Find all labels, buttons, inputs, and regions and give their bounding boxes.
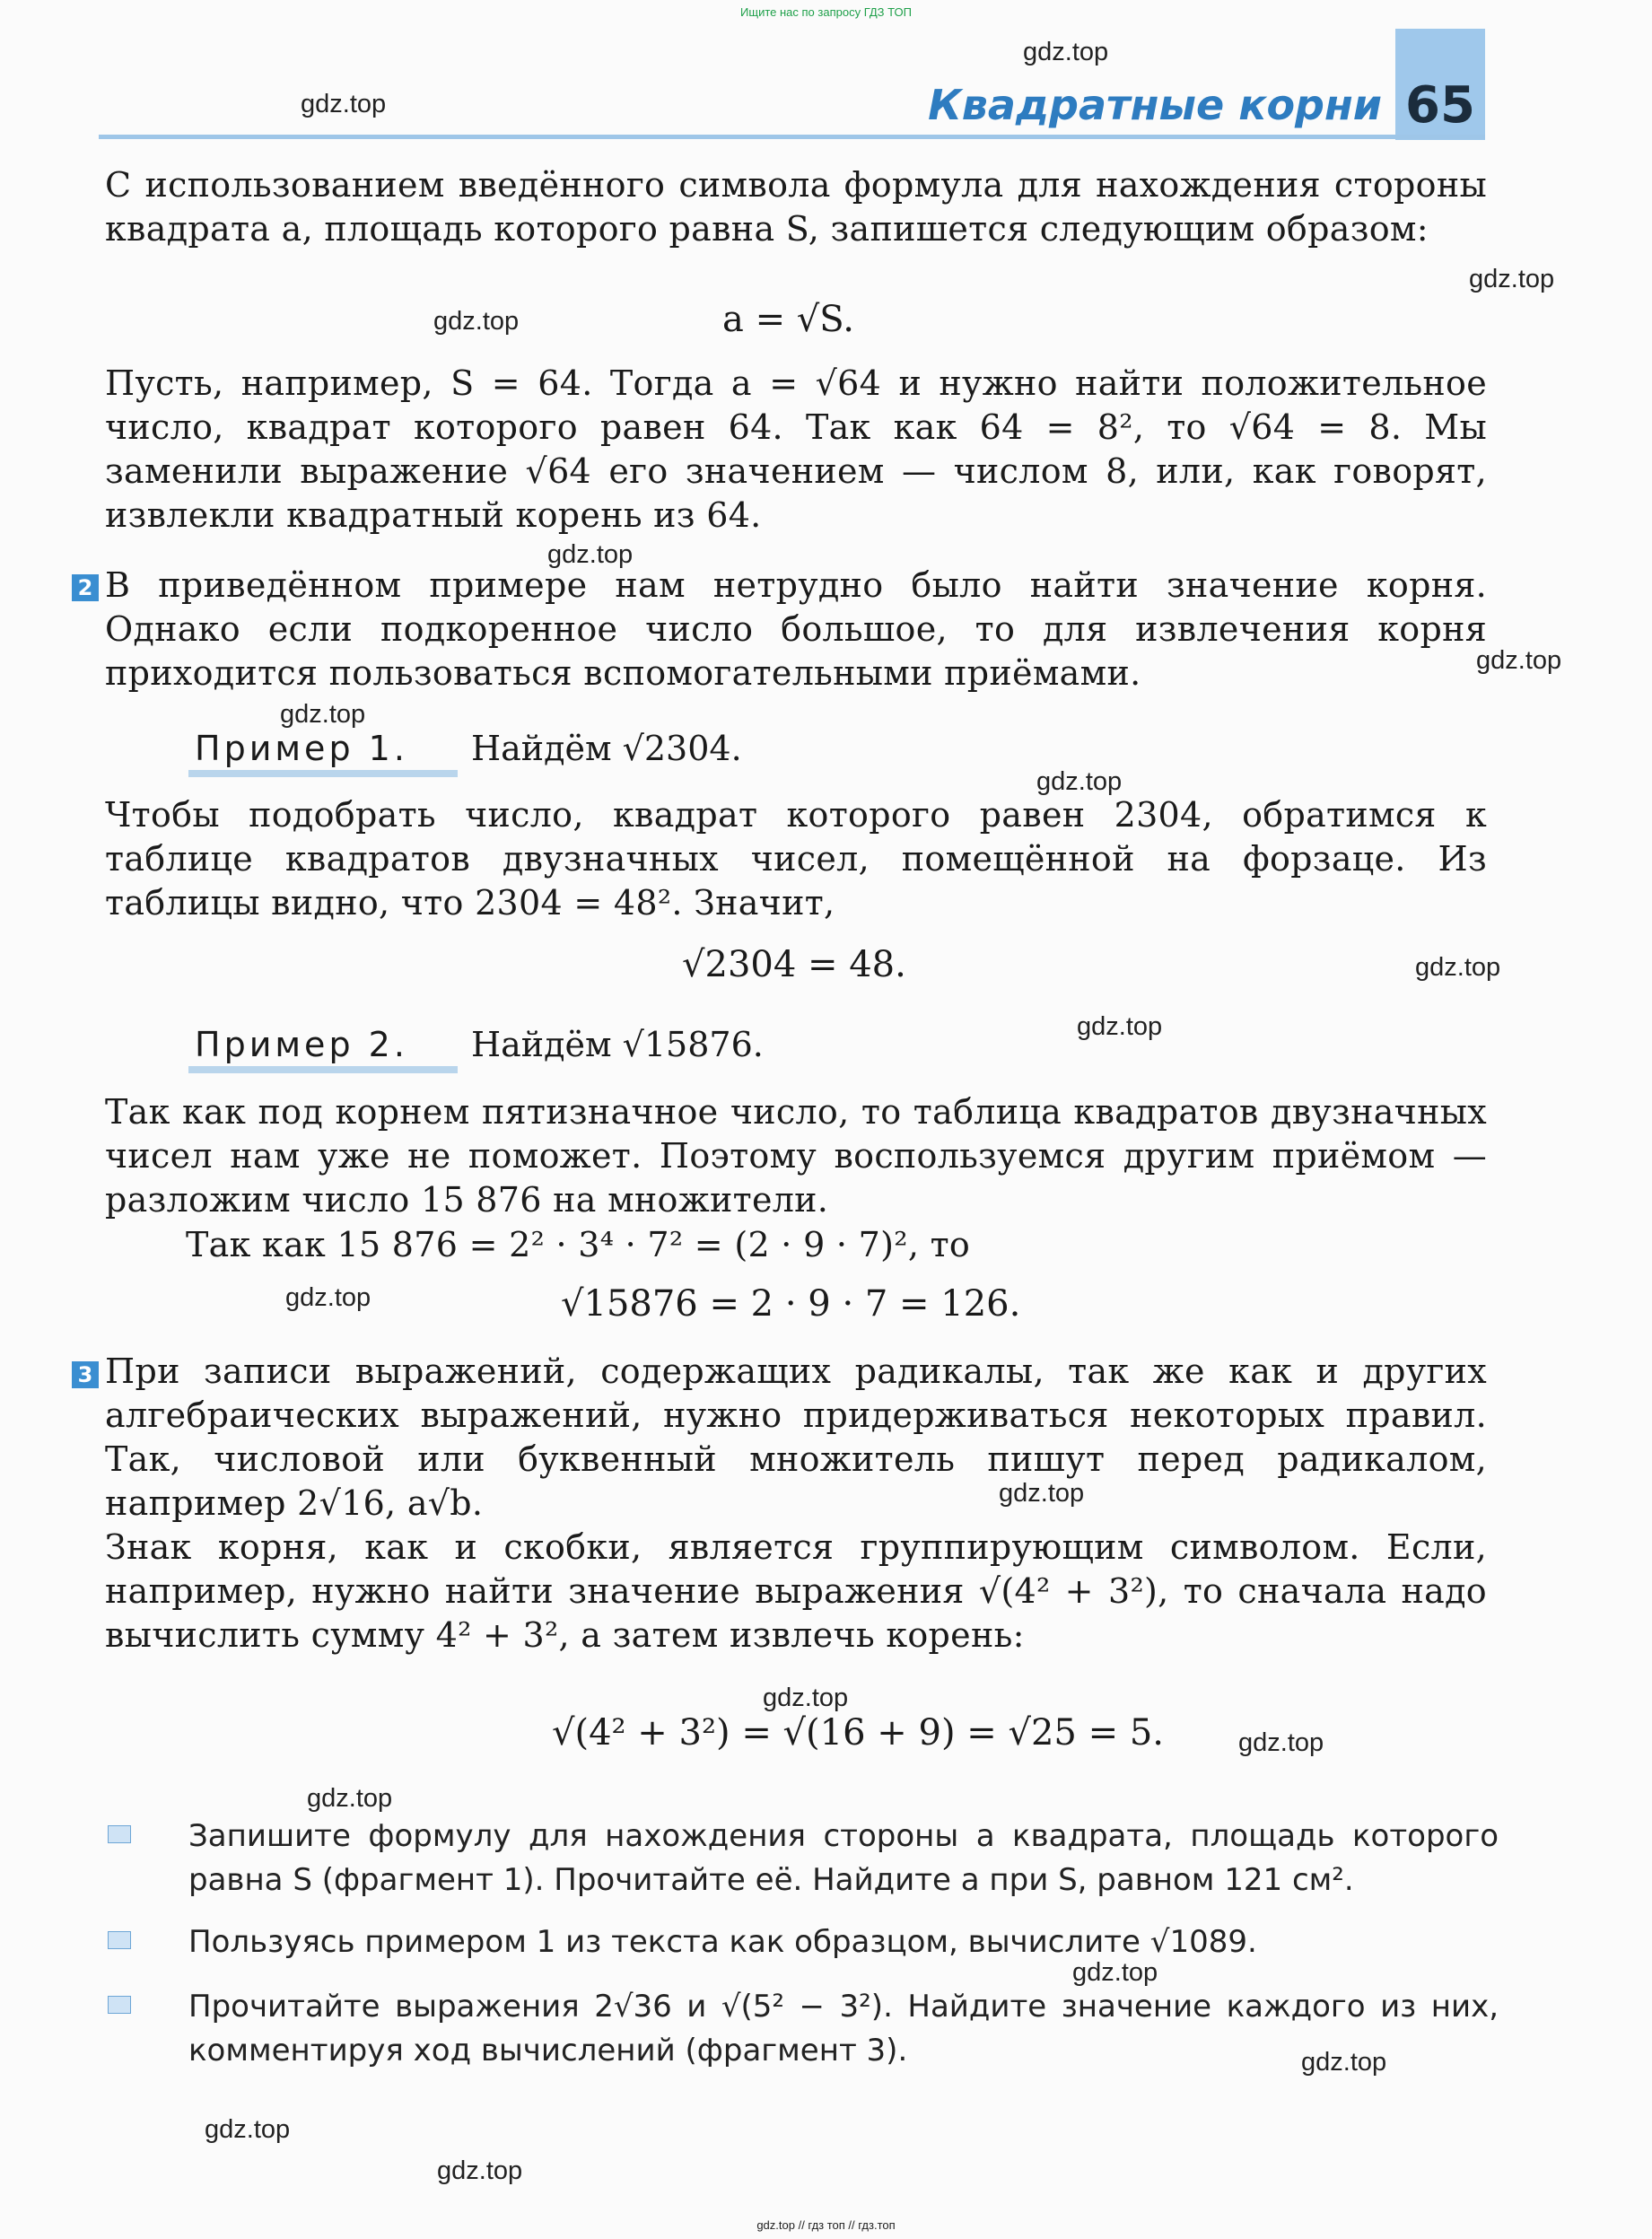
watermark: gdz.top xyxy=(1476,646,1562,675)
watermark: gdz.top xyxy=(547,540,634,569)
watermark: gdz.top xyxy=(1023,38,1109,66)
watermark: gdz.top xyxy=(1036,767,1123,796)
watermark: gdz.top xyxy=(280,700,366,729)
formula-side: a = √S. xyxy=(722,299,854,340)
page-number: 65 xyxy=(1405,76,1475,135)
question-checkbox-icon xyxy=(108,1996,131,2014)
fragment-marker-2: 2 xyxy=(72,574,99,601)
watermark: gdz.top xyxy=(307,1784,393,1813)
chapter-title: Квадратные корни xyxy=(928,81,1382,129)
question-checkbox-icon xyxy=(108,1931,131,1949)
top-source-note: Ищите нас по запросу ГДЗ ТОП xyxy=(740,5,912,19)
question-checkbox-icon xyxy=(108,1825,131,1843)
watermark: gdz.top xyxy=(1415,953,1501,982)
watermark: gdz.top xyxy=(205,2115,291,2144)
watermark: gdz.top xyxy=(1238,1728,1324,1757)
paragraph-3: В приведённом примере нам нетрудно было найти значение корня. Однако если подкоренное число большое, то для извлечения корня приходится пользоваться вспомогательными приёмами. xyxy=(105,565,1487,693)
formula-sum-root: √(4² + 3²) = √(16 + 9) = √25 = 5. xyxy=(552,1712,1164,1754)
watermark: gdz.top xyxy=(433,307,520,336)
paragraph-7: При записи выражений, содержащих радикалы, так же как и других алгебраических выражений, нужно придерживаться некоторых правил. Так, числовой или буквенный множитель пишут перед радикалом, например 2√16, a√b. xyxy=(105,1351,1487,1523)
watermark: gdz.top xyxy=(763,1684,849,1712)
formula-sqrt-15876: √15876 = 2 · 9 · 7 = 126. xyxy=(561,1283,1021,1325)
watermark: gdz.top xyxy=(1301,2048,1387,2077)
question-2-text: Пользуясь примером 1 из текста как образцом, вычислите √1089. xyxy=(188,1924,1257,1960)
paragraph-8: Знак корня, как и скобки, является группирующим символом. Если, например, нужно найти значение выражения √(4² + 3²), то сначала надо вычислить сумму 4² + 3², а затем извлечь корень: xyxy=(105,1527,1487,1655)
example-1-label: Пример 1. xyxy=(195,729,408,768)
paragraph-5: Так как под корнем пятизначное число, то таблица квадратов двузначных чисел нам уже не поможет. Поэтому воспользуемся другим приёмом — разложим число 15 876 на множители. xyxy=(105,1092,1487,1220)
example-2-task: Найдём √15876. xyxy=(471,1025,764,1064)
watermark: gdz.top xyxy=(1077,1012,1163,1041)
watermark: gdz.top xyxy=(301,90,387,118)
formula-sqrt-2304: √2304 = 48. xyxy=(682,944,906,985)
fragment-marker-3: 3 xyxy=(72,1361,99,1388)
paragraph-1: С использованием введённого символа формула для нахождения стороны квадрата a, площадь которого равна S, запишется следующим образом: xyxy=(105,165,1487,249)
watermark: gdz.top xyxy=(999,1479,1085,1508)
example-1-underline xyxy=(188,770,458,777)
header-rule xyxy=(99,135,1485,139)
example-2-label: Пример 2. xyxy=(195,1025,408,1064)
footer-source-note: gdz.top // гдз топ // гдз.топ xyxy=(756,2218,896,2232)
example-1-task: Найдём √2304. xyxy=(471,729,742,768)
watermark: gdz.top xyxy=(1072,1958,1158,1987)
paragraph-4: Чтобы подобрать число, квадрат которого равен 2304, обратимся к таблице квадратов двузначных чисел, помещённой на форзаце. Из таблицы видно, что 2304 = 48². Значит, xyxy=(105,795,1487,923)
paragraph-6: Так как 15 876 = 2² · 3⁴ · 7² = (2 · 9 · 7)², то xyxy=(186,1225,971,1264)
example-2-underline xyxy=(188,1066,458,1073)
watermark: gdz.top xyxy=(437,2156,523,2185)
watermark: gdz.top xyxy=(285,1283,371,1312)
watermark: gdz.top xyxy=(1469,265,1555,293)
paragraph-2: Пусть, например, S = 64. Тогда a = √64 и нужно найти положительное число, квадрат которого равен 64. Так как 64 = 8², то √64 = 8. Мы заменили выражение √64 его значением — числом 8, или, как говорят, извлекли квадратный корень из 64. xyxy=(105,363,1487,535)
question-1-text: Запишите формулу для нахождения стороны a квадрата, площадь которого равна S (фрагмент 1). Прочитайте её. Найдите a при S, равном 121 см². xyxy=(188,1818,1499,1898)
question-3-text: Прочитайте выражения 2√36 и √(5² − 3²). Найдите значение каждого из них, комментируя ход вычислений (фрагмент 3). xyxy=(188,1989,1499,2068)
